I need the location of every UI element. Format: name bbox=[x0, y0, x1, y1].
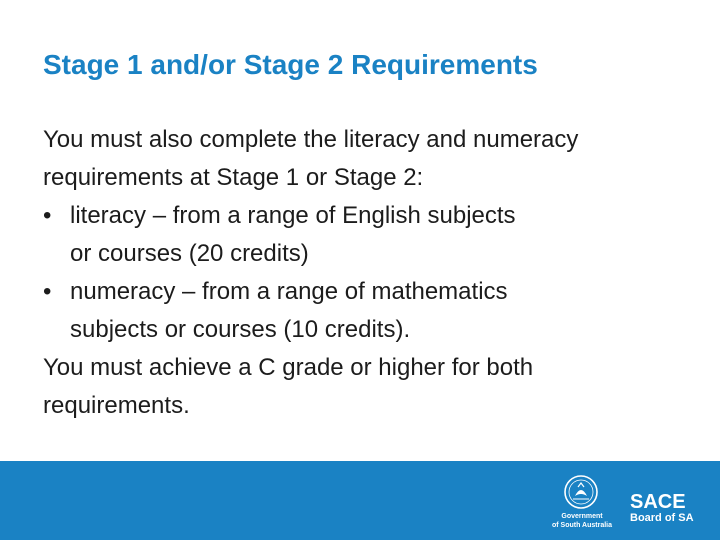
government-logo-text bbox=[540, 512, 624, 530]
bullet-item-literacy bbox=[43, 197, 703, 235]
intro-line: You must also complete the literacy and numeracy bbox=[43, 126, 579, 153]
intro-line: requirements at Stage 1 or Stage 2: bbox=[43, 164, 424, 191]
slide-body bbox=[43, 121, 703, 425]
bullet-continuation: subjects or courses (10 credits). bbox=[70, 316, 411, 343]
closing-line: You must achieve a C grade or higher for both bbox=[43, 354, 534, 381]
bullet-text: literacy – from a range of English subjects bbox=[70, 202, 516, 229]
slide-title: Stage 1 and/or Stage 2 Requirements bbox=[43, 49, 538, 80]
sace-logo bbox=[630, 492, 694, 525]
sace-subtitle: Board of SA bbox=[630, 512, 694, 524]
bullet-continuation: or courses (20 credits) bbox=[70, 240, 309, 267]
closing-line: requirements. bbox=[43, 392, 190, 419]
bullet-item-numeracy bbox=[43, 273, 703, 311]
bullet-marker: • bbox=[43, 278, 52, 305]
gov-line-1: Government bbox=[561, 513, 603, 520]
bullet-text: numeracy – from a range of mathematics bbox=[70, 278, 508, 305]
sace-name: SACE bbox=[630, 491, 686, 513]
gov-line-2: of South Australia bbox=[551, 522, 613, 529]
government-crest-icon bbox=[558, 474, 604, 510]
bullet-marker: • bbox=[43, 202, 52, 229]
